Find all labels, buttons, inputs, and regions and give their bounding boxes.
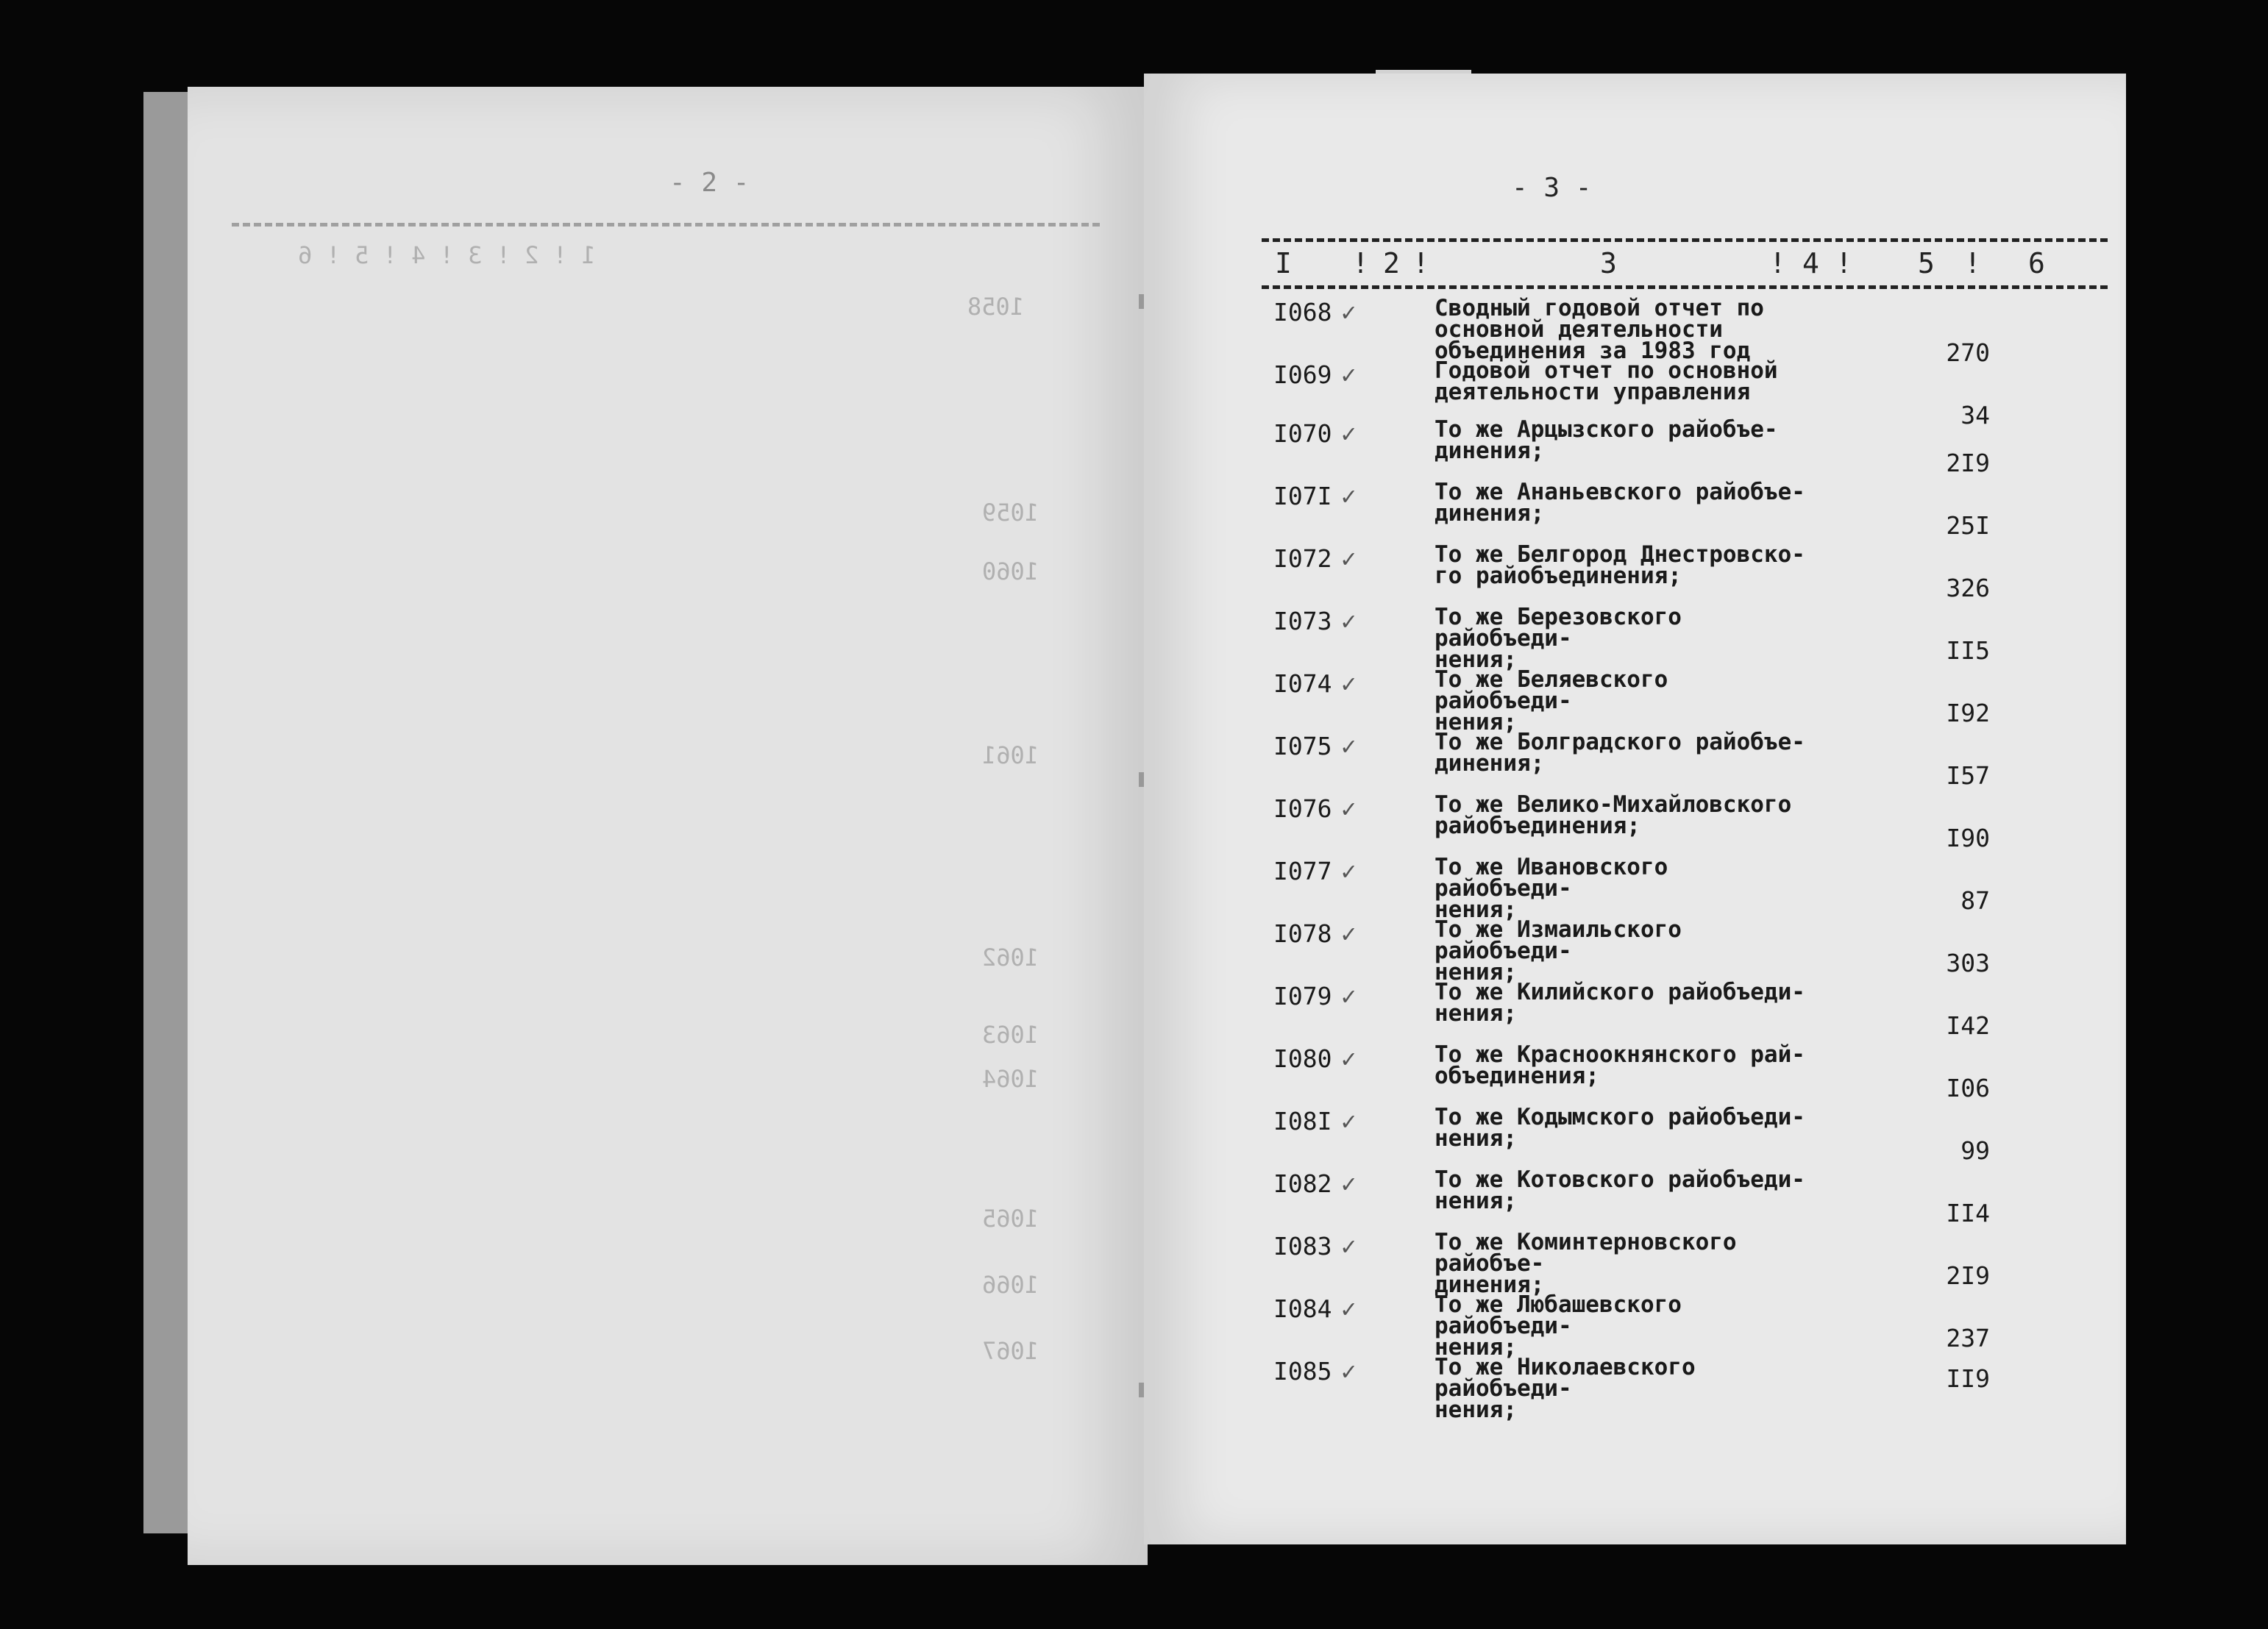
header-col-4: 4	[1802, 247, 1819, 279]
description-line: То же Велико-Михайловского	[1435, 791, 1792, 818]
item-description	[1435, 854, 1817, 923]
item-description	[1435, 1166, 1817, 1214]
item-description	[1435, 1229, 1817, 1298]
description-line: динения;	[1435, 438, 1545, 464]
header-rule-bottom	[1262, 285, 2108, 289]
sheet-count: 270	[1946, 338, 1990, 367]
checkmark-icon: ✓	[1341, 360, 1357, 390]
sheet-count: 2I9	[1946, 1261, 1990, 1290]
sheet-count: II9	[1946, 1364, 1990, 1393]
description-line: То же Беляевского райобъеди-	[1435, 666, 1668, 714]
header-col-1: I	[1275, 247, 1292, 279]
description-line: динения;	[1435, 750, 1545, 777]
checkmark-icon: ✓	[1341, 1357, 1357, 1386]
sheet-count: 237	[1946, 1324, 1990, 1352]
description-line: То же Березовского райобъеди-	[1435, 604, 1682, 652]
sheet-count: I42	[1946, 1011, 1990, 1040]
sheet-count: 303	[1946, 949, 1990, 977]
description-line: То же Красноокнянского рай-	[1435, 1041, 1805, 1068]
item-description	[1435, 1104, 1817, 1152]
description-line: нения;	[1435, 709, 1517, 735]
ghost-header: 1 ! 2 ! 3 ! 4 ! 5 ! 6	[298, 241, 596, 269]
ghost-line: 1061	[982, 741, 1039, 769]
right-page-number: - 3 -	[1512, 173, 1592, 203]
item-number: I077	[1273, 857, 1332, 885]
description-line: То же Измаильского райобъеди-	[1435, 916, 1682, 964]
description-line: нения;	[1435, 1397, 1517, 1423]
item-number: I072	[1273, 544, 1332, 573]
checkmark-icon: ✓	[1341, 1107, 1357, 1136]
item-number: I069	[1273, 360, 1332, 389]
description-line: нения;	[1435, 959, 1517, 985]
item-description	[1435, 416, 1817, 464]
description-line: основной деятельности	[1435, 316, 1723, 343]
description-line: То же Белгород Днестровско-	[1435, 541, 1805, 568]
checkmark-icon: ✓	[1341, 298, 1357, 327]
item-number: I068	[1273, 298, 1332, 327]
description-line: динения;	[1435, 500, 1545, 527]
item-number: I074	[1273, 669, 1332, 698]
description-line: То же Любашевского райобъеди-	[1435, 1291, 1682, 1339]
ghost-line: 1064	[982, 1065, 1039, 1093]
description-line: нения;	[1435, 646, 1517, 673]
item-description	[1435, 729, 1817, 777]
checkmark-icon: ✓	[1341, 1294, 1357, 1324]
checkmark-icon: ✓	[1341, 482, 1357, 511]
description-line: То же Котовского райобъеди-	[1435, 1166, 1805, 1193]
header-sep: !	[1769, 247, 1786, 279]
item-description	[1435, 479, 1817, 527]
item-description	[1435, 604, 1817, 673]
item-description	[1435, 979, 1817, 1027]
ghost-line: 1066	[982, 1271, 1039, 1299]
description-line: объединения за 1983 год	[1435, 338, 1751, 364]
checkmark-icon: ✓	[1341, 669, 1357, 699]
sheet-count: 326	[1946, 574, 1990, 602]
header-col-5: 5	[1918, 247, 1935, 279]
item-number: I078	[1273, 919, 1332, 948]
ghost-line: 1065	[982, 1205, 1039, 1233]
item-number: I07I	[1273, 482, 1332, 510]
description-line: То же Николаевского райобъеди-	[1435, 1354, 1696, 1402]
item-number: I082	[1273, 1169, 1332, 1198]
sheet-count: I57	[1946, 761, 1990, 790]
description-line: То же Болградского райобъе-	[1435, 729, 1805, 755]
item-number: I073	[1273, 607, 1332, 635]
item-number: I076	[1273, 794, 1332, 823]
description-line: То же Арцызского райобъе-	[1435, 416, 1778, 443]
ghost-line: 1059	[982, 499, 1039, 527]
item-number: I080	[1273, 1044, 1332, 1073]
left-header-rule	[232, 223, 1100, 227]
ghost-line: 1063	[982, 1021, 1039, 1049]
left-page-number: - 2 -	[669, 168, 750, 198]
item-description	[1435, 295, 1817, 364]
sheet-count: I90	[1946, 824, 1990, 852]
sheet-count: I92	[1946, 699, 1990, 727]
checkmark-icon: ✓	[1341, 419, 1357, 449]
description-line: То же Килийского райобъеди-	[1435, 979, 1805, 1005]
checkmark-icon: ✓	[1341, 919, 1357, 949]
item-number: I085	[1273, 1357, 1332, 1386]
header-sep: !	[1964, 247, 1981, 279]
sheet-count: II4	[1946, 1199, 1990, 1227]
item-number: I083	[1273, 1232, 1332, 1261]
description-line: нения;	[1435, 1125, 1517, 1152]
description-line: То же Коминтерновского райобъе-	[1435, 1229, 1737, 1277]
right-page	[1144, 74, 2126, 1544]
checkmark-icon: ✓	[1341, 794, 1357, 824]
item-description	[1435, 791, 1817, 839]
item-description	[1435, 666, 1817, 735]
left-page	[188, 87, 1148, 1565]
header-sep: !	[1352, 247, 1369, 279]
sheet-count: 99	[1960, 1136, 1990, 1165]
header-col-3: 3	[1600, 247, 1617, 279]
description-line: райобъединения;	[1435, 813, 1640, 839]
item-number: I070	[1273, 419, 1332, 448]
header-col-6: 6	[2028, 247, 2045, 279]
item-number: I08I	[1273, 1107, 1332, 1136]
ghost-line: 1062	[982, 944, 1039, 972]
description-line: динения;	[1435, 1272, 1545, 1298]
checkmark-icon: ✓	[1341, 857, 1357, 886]
item-description	[1435, 1041, 1817, 1089]
sheet-count: 25I	[1946, 511, 1990, 540]
header-sep: !	[1835, 247, 1852, 279]
sheet-count: 2I9	[1946, 449, 1990, 477]
description-line: деятельности управления	[1435, 379, 1751, 405]
description-line: нения;	[1435, 1334, 1517, 1361]
description-line: То же Ивановского райобъеди-	[1435, 854, 1668, 902]
sheet-count: II5	[1946, 636, 1990, 665]
item-number: I084	[1273, 1294, 1332, 1323]
description-line: Сводный годовой отчет по	[1435, 295, 1764, 321]
ghost-line: 1067	[982, 1337, 1039, 1365]
checkmark-icon: ✓	[1341, 1044, 1357, 1074]
header-sep: !	[1412, 247, 1429, 279]
header-col-2: 2	[1383, 247, 1400, 279]
checkmark-icon: ✓	[1341, 1169, 1357, 1199]
description-line: объединения;	[1435, 1063, 1599, 1089]
description-line: То же Кодымского райобъеди-	[1435, 1104, 1805, 1130]
description-line: нения;	[1435, 1000, 1517, 1027]
item-description	[1435, 1291, 1817, 1361]
item-number: I079	[1273, 982, 1332, 1010]
ghost-line: 1058	[967, 293, 1025, 321]
description-line: го райобъединения;	[1435, 563, 1682, 589]
item-description	[1435, 541, 1817, 589]
item-description	[1435, 357, 1817, 405]
sheet-count: 34	[1960, 401, 1990, 429]
checkmark-icon: ✓	[1341, 544, 1357, 574]
description-line: То же Ананьевского райобъе-	[1435, 479, 1805, 505]
sheet-count: I06	[1946, 1074, 1990, 1102]
checkmark-icon: ✓	[1341, 732, 1357, 761]
checkmark-icon: ✓	[1341, 982, 1357, 1011]
header-rule-top	[1262, 238, 2108, 242]
description-line: нения;	[1435, 897, 1517, 923]
item-description	[1435, 916, 1817, 985]
ghost-line: 1060	[982, 557, 1039, 585]
item-description	[1435, 1354, 1817, 1423]
checkmark-icon: ✓	[1341, 1232, 1357, 1261]
description-line: нения;	[1435, 1188, 1517, 1214]
description-line: Годовой отчет по основной	[1435, 357, 1778, 384]
sheet-count: 87	[1960, 886, 1990, 915]
checkmark-icon: ✓	[1341, 607, 1357, 636]
item-number: I075	[1273, 732, 1332, 760]
